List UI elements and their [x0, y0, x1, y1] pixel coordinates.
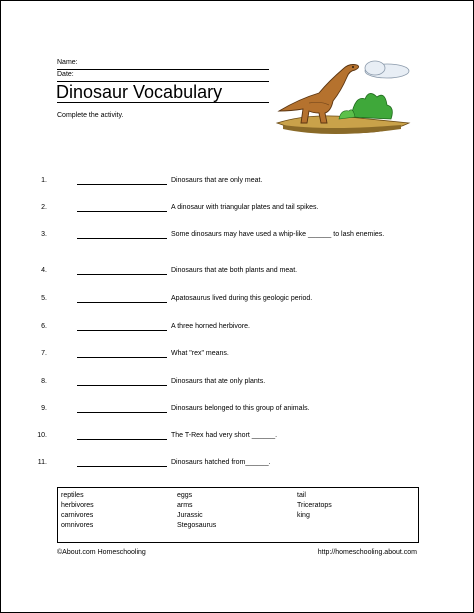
answer-blank[interactable] — [77, 330, 167, 331]
footer-url: http://homeschooling.about.com — [317, 549, 417, 556]
dinosaur-eye — [352, 66, 354, 68]
question-text: A three horned herbivore. — [171, 323, 250, 330]
word-bank-column — [61, 491, 94, 531]
cloud-shape — [365, 61, 385, 75]
word-bank-item: Triceratops — [297, 502, 332, 509]
word-bank-item: arms — [177, 502, 193, 509]
word-bank-item: herbivores — [61, 502, 94, 509]
date-label: Date: — [57, 71, 74, 78]
dinosaur-illustration — [269, 51, 419, 141]
footer-copyright: ©About.com Homeschooling — [57, 549, 146, 556]
word-bank-item: Stegosaurus — [177, 522, 217, 529]
answer-blank[interactable] — [77, 412, 167, 413]
word-bank-item: reptiles — [61, 492, 84, 499]
question-number: 11. — [37, 459, 47, 466]
answer-blank[interactable] — [77, 302, 167, 303]
word-bank-item: carnivores — [61, 512, 94, 519]
question-text: The T-Rex had very short ______. — [171, 432, 278, 439]
bush-shape — [351, 93, 392, 119]
question-row — [1, 176, 474, 196]
name-label: Name: — [57, 59, 78, 66]
question-text: Dinosaurs that ate both plants and meat. — [171, 267, 298, 274]
instructions-text: Complete the activity. — [57, 112, 124, 119]
word-bank-item: tail — [297, 492, 306, 499]
question-number: 3. — [41, 231, 47, 238]
title-divider — [57, 102, 269, 103]
answer-blank[interactable] — [77, 238, 167, 239]
question-number: 8. — [41, 378, 47, 385]
question-row — [1, 322, 474, 342]
word-bank-item: omnivores — [61, 522, 94, 529]
answer-blank[interactable] — [77, 274, 167, 275]
word-bank-item: king — [297, 512, 310, 519]
question-text: What "rex" means. — [171, 350, 229, 357]
question-text: Dinosaurs that are only meat. — [171, 177, 263, 184]
answer-blank[interactable] — [77, 357, 167, 358]
question-row — [1, 431, 474, 451]
question-number: 5. — [41, 295, 47, 302]
answer-blank[interactable] — [77, 184, 167, 185]
page-title: Dinosaur Vocabulary — [56, 82, 223, 102]
question-number: 4. — [41, 267, 47, 274]
question-number: 10. — [37, 432, 47, 439]
question-text: A dinosaur with triangular plates and tail spikes. — [171, 204, 319, 211]
question-number: 7. — [41, 350, 47, 357]
word-bank-item: eggs — [177, 492, 193, 499]
question-text: Dinosaurs that ate only plants. — [171, 378, 266, 385]
answer-blank[interactable] — [77, 211, 167, 212]
word-bank-column — [177, 491, 216, 531]
question-row — [1, 404, 474, 424]
question-row — [1, 458, 474, 478]
question-number: 6. — [41, 323, 47, 330]
question-row — [1, 203, 474, 223]
question-text: Dinosaurs hatched from______. — [171, 459, 271, 466]
question-text: Dinosaurs belonged to this group of animals. — [171, 405, 310, 412]
question-row — [1, 230, 474, 250]
question-text: Some dinosaurs may have used a whip-like ______ to lash enemies. — [171, 231, 385, 238]
question-row — [1, 377, 474, 397]
word-bank — [57, 487, 419, 543]
question-number: 2. — [41, 204, 47, 211]
question-row — [1, 349, 474, 369]
word-bank-column — [297, 491, 332, 521]
answer-blank[interactable] — [77, 466, 167, 467]
question-number: 1. — [41, 177, 47, 184]
answer-blank[interactable] — [77, 385, 167, 386]
question-row — [1, 266, 474, 286]
question-row — [1, 294, 474, 314]
question-number: 9. — [41, 405, 47, 412]
answer-blank[interactable] — [77, 439, 167, 440]
question-text: Apatosaurus lived during this geologic period. — [171, 295, 313, 302]
word-bank-item: Jurassic — [177, 512, 203, 519]
